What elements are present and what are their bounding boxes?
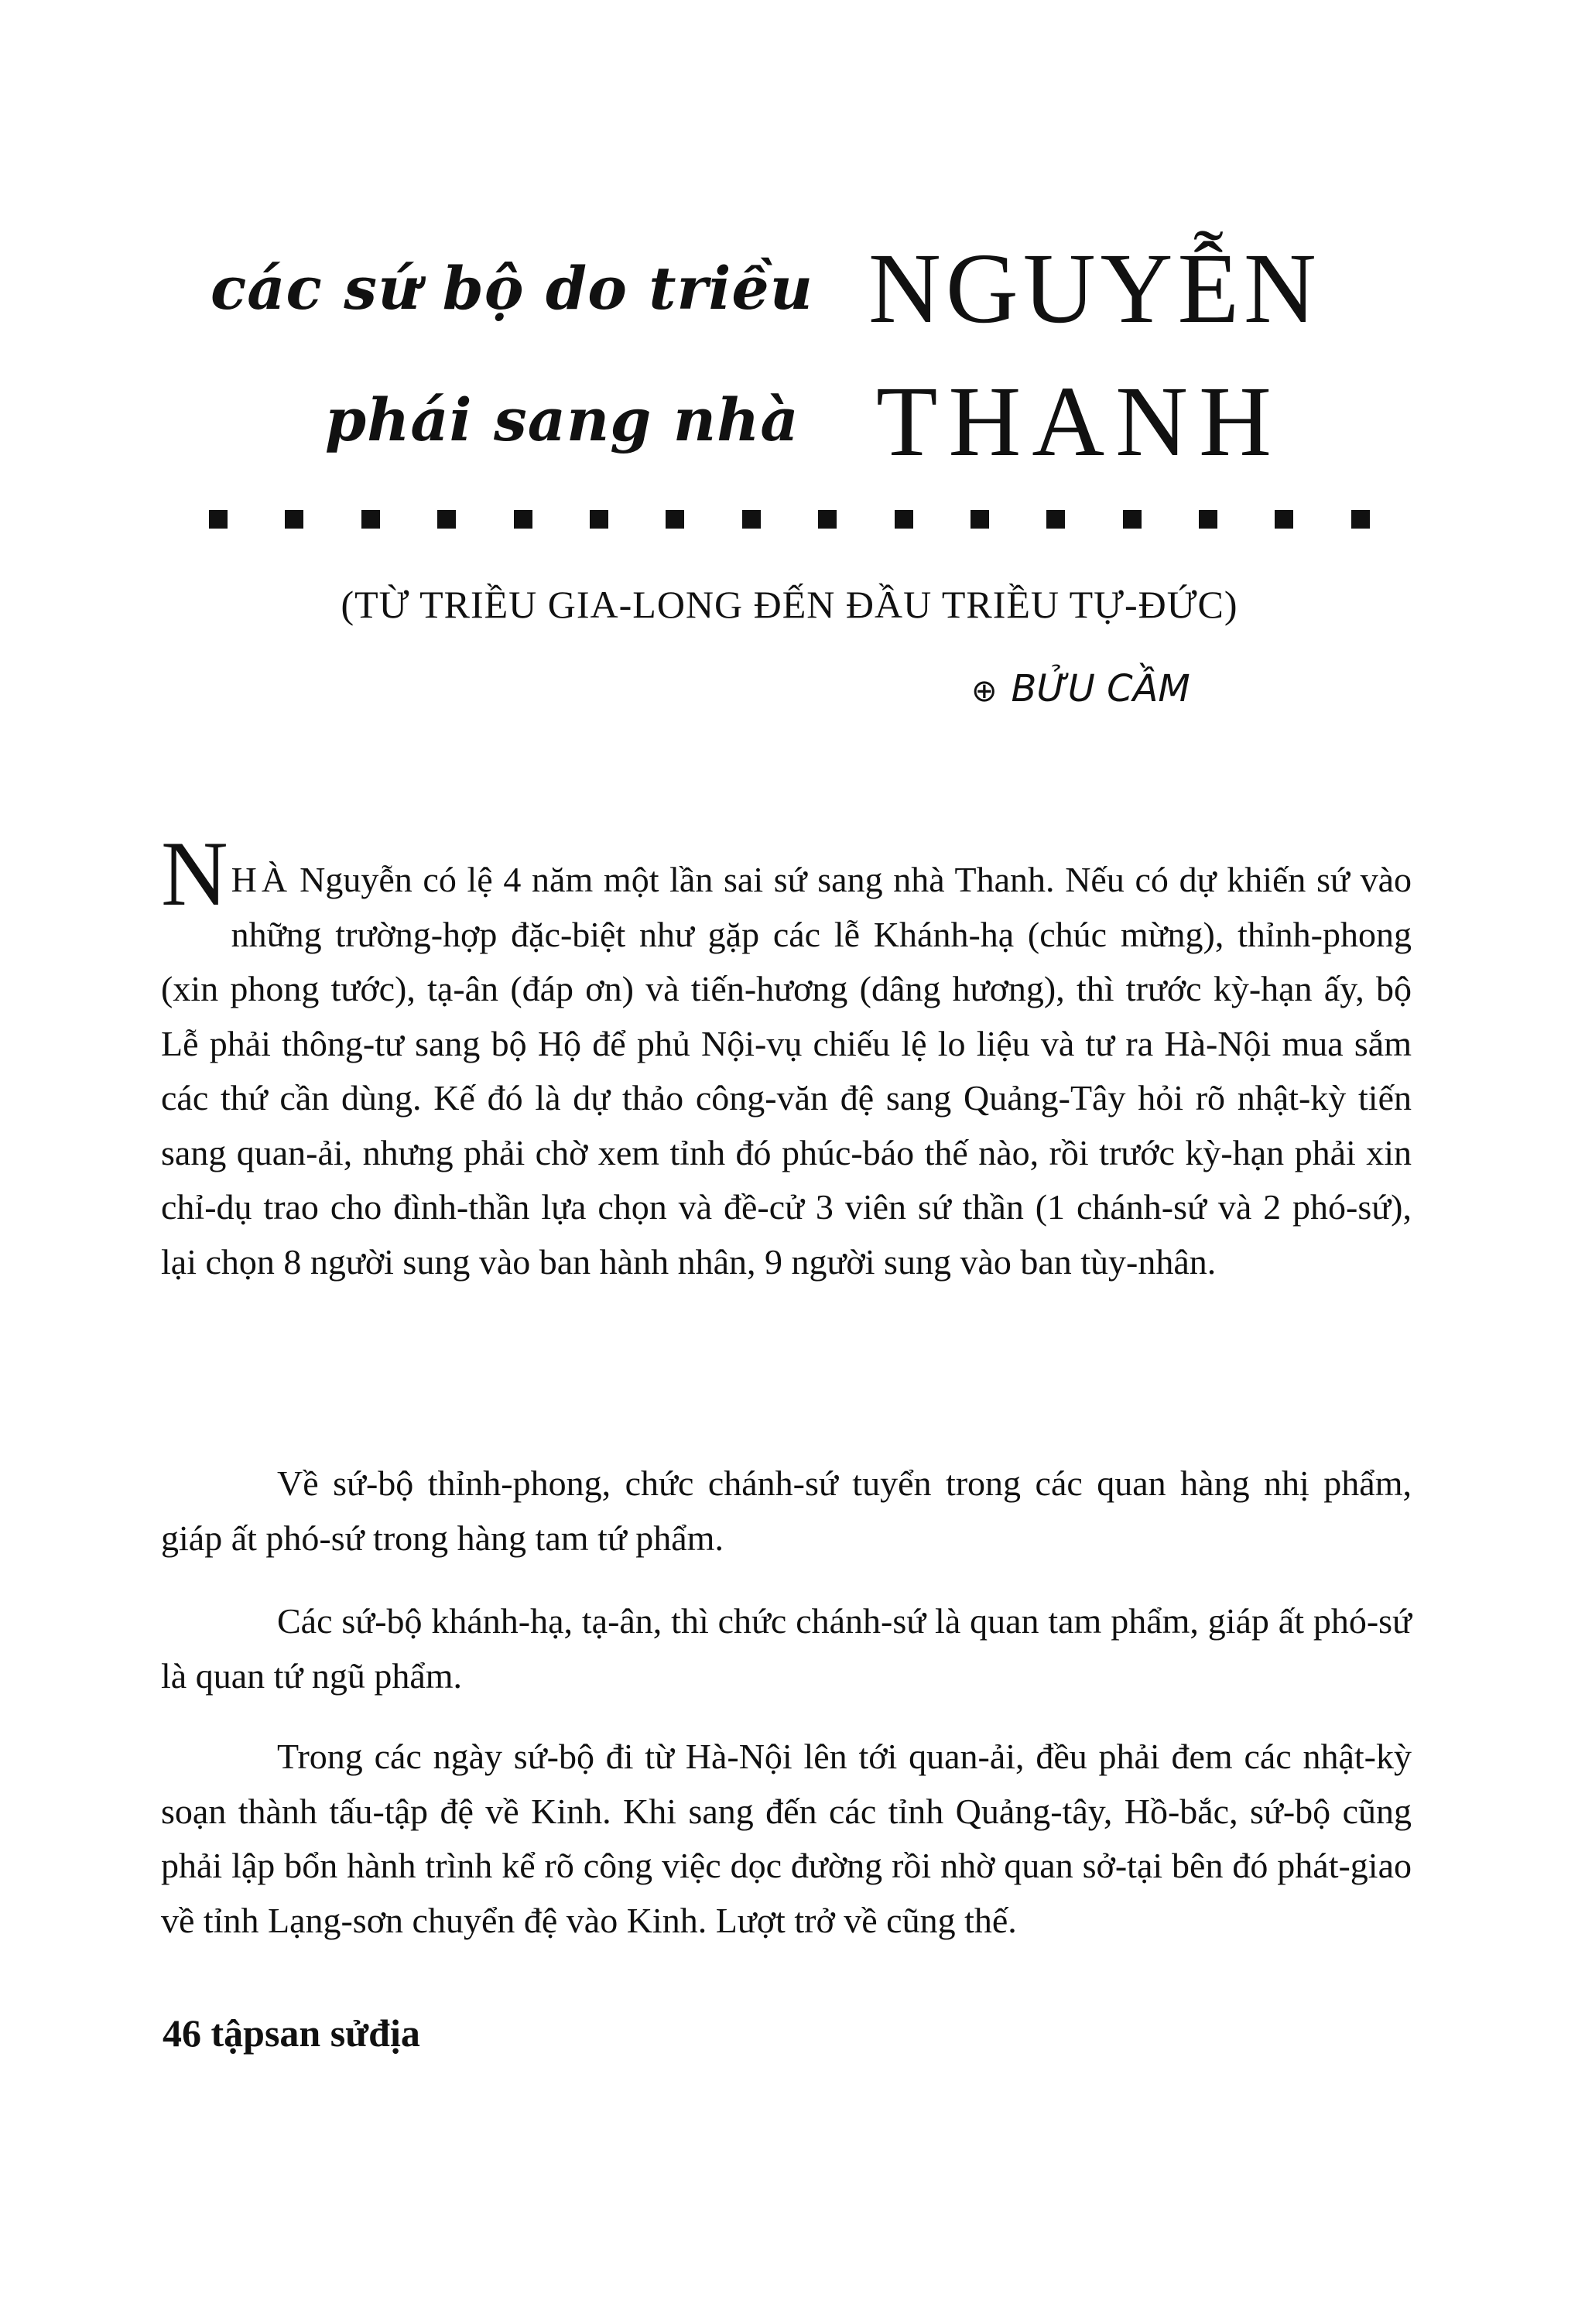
divider-square [437, 510, 456, 529]
paragraph-3: Các sứ-bộ khánh-hạ, tạ-ân, thì chức chánh-sứ là quan tam phẩm, giáp ất phó-sứ là quan tứ ngũ phẩm. [161, 1601, 1412, 1696]
paragraph-2: Về sứ-bộ thỉnh-phong, chức chánh-sứ tuyển trong các quan hàng nhị phẩm, giáp ất phó-sứ trong hàng tam tứ phẩm. [161, 1463, 1412, 1558]
divider-square [895, 510, 913, 529]
drop-cap: N [161, 822, 228, 925]
divider-square [209, 510, 228, 529]
divider-square [285, 510, 303, 529]
title-line1-italic: các sứ bộ do triều [211, 254, 813, 323]
divider-square [818, 510, 837, 529]
divider-square [1199, 510, 1217, 529]
title-line1-caps: NGUYỄN [868, 233, 1321, 344]
divider-square [666, 510, 684, 529]
divider-square [514, 510, 532, 529]
divider-square [742, 510, 761, 529]
paragraph-1 [161, 822, 1412, 1289]
title-line2-caps: THANH [876, 366, 1282, 477]
author-byline [971, 667, 1190, 710]
subtitle: (TỪ TRIỀU GIA-LONG ĐẾN ĐẦU TRIỀU TỰ-ĐỨC) [341, 583, 1238, 626]
title-line2-italic: phái sang nhà [325, 385, 799, 454]
divider-square [1046, 510, 1065, 529]
page-footer: 46 tậpsan sửđịa [163, 2011, 420, 2055]
divider-square [971, 510, 989, 529]
author-mark-icon: ⊕ [971, 673, 998, 709]
divider-square [590, 510, 608, 529]
divider-square [1351, 510, 1370, 529]
paragraph-4: Trong các ngày sứ-bộ đi từ Hà-Nội lên tới quan-ải, đều phải đem các nhật-kỳ soạn thành tấu-tập đệ về Kinh. Khi sang đến các tỉnh Quảng-tây, Hồ-bắc, sứ-bộ cũng phải lập bổn hành trình kể rõ công việc dọc đường rồi nhờ quan sở-tại bên đó phát-giao về tỉnh Lạng-sơn chuyển đệ vào Kinh. Lượt trở về cũng thế. [161, 1737, 1412, 1940]
ornamental-divider [209, 508, 1370, 531]
divider-square [361, 510, 380, 529]
paragraph-1-smallcaps: HÀ [231, 860, 293, 899]
author-name: BỬU CẦM [1011, 667, 1190, 710]
divider-square [1275, 510, 1293, 529]
paragraph-1-text: Nguyễn có lệ 4 năm một lần sai sứ sang nhà Thanh. Nếu có dự khiến sứ vào những trường-hợp đặc-biệt như gặp các lễ Khánh-hạ (chúc mừng), thỉnh-phong (xin phong tước), tạ-ân (đáp ơn) và tiến-hương (dâng hương), thì trước kỳ-hạn ấy, bộ Lễ phải thông-tư sang bộ Hộ để phủ Nội-vụ chiếu lệ lo liệu và tư ra Hà-Nội mua sắm các thứ cần dùng. Kế đó là dự thảo công-văn đệ sang Quảng-Tây hỏi rõ nhật-kỳ tiến sang quan-ải, nhưng phải chờ xem tỉnh đó phúc-báo thế nào, rồi trước kỳ-hạn phải xin chỉ-dụ trao cho đình-thần lựa chọn và đề-cử 3 viên sứ thần (1 chánh-sứ và 2 phó-sứ), lại chọn 8 người sung vào ban hành nhân, 9 người sung vào ban tùy-nhân. [161, 860, 1412, 1282]
divider-square [1123, 510, 1142, 529]
